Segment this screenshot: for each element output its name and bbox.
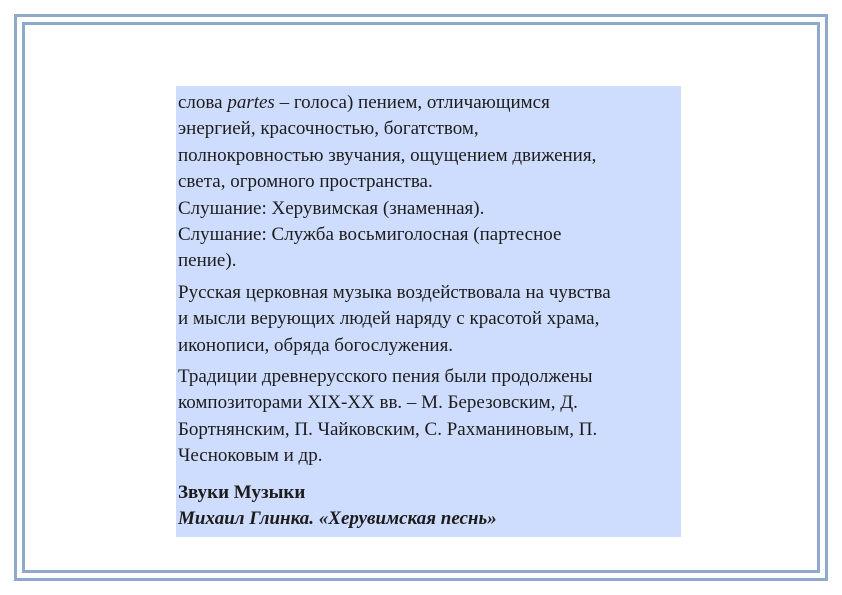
text-line: слова partes – голоса) пением, отличающимся [178,92,550,113]
music-section [178,480,681,533]
text-line: Традиции древнерусского пения были продолжены [178,366,593,388]
text-line: Русская церковная музыка воздействовала на чувства [178,281,611,303]
text-line: композиторами XIX-XX вв. – М. Березовским, Д. [178,392,578,414]
slide-text-box [176,86,681,537]
text-line: Бортнянским, П. Чайковским, С. Рахманиновым, П. [178,418,598,440]
text-line: полнокровностью звучания, ощущением движения, [178,144,597,166]
text-line: света, огромного пространства. [178,171,433,193]
listening-item-2: Слушание: Служба восьмиголосная (партесное [178,224,562,246]
italic-term: partes [227,92,275,113]
section-heading: Звуки Музыки [178,481,306,503]
section-subheading: Михаил Глинка. «Херувимская песнь» [178,508,497,530]
paragraph-partes [178,90,681,275]
text-line: иконописи, обряда богослужения. [178,334,454,356]
text-line: пение). [178,250,237,272]
text-line: энергией, красочностью, богатством, [178,118,479,140]
paragraph-church-music [178,280,681,359]
paragraph-traditions [178,364,681,470]
text-line: и мысли верующих людей наряду с красотой храма, [178,308,600,330]
listening-item-1: Слушание: Херувимская (знаменная). [178,197,485,219]
text-line: Чесноковым и др. [178,445,323,467]
